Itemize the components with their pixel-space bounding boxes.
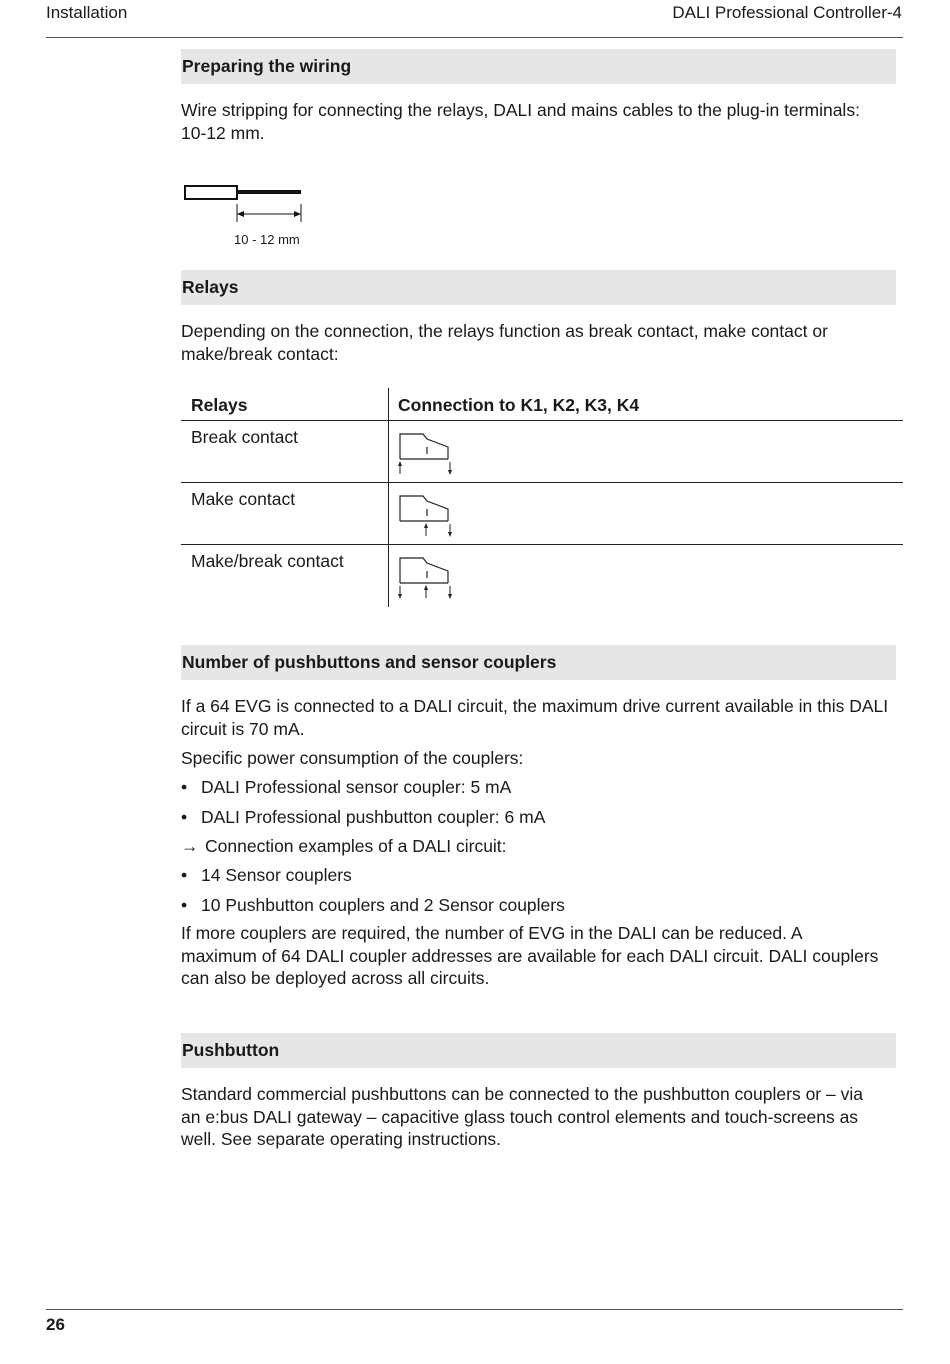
make-contact-symbol xyxy=(398,492,456,538)
bullet-icon: • xyxy=(181,895,188,915)
wire-dimension-label: 10 - 12 mm xyxy=(234,232,300,247)
bullet-icon: • xyxy=(181,865,188,885)
running-header-product: DALI Professional Controller-4 xyxy=(672,3,902,22)
dim-arrow-left xyxy=(237,211,244,217)
footer-rule xyxy=(46,1309,903,1310)
wiring-text: Wire stripping for connecting the relays, DALI and mains cables to the plug-in terminals: 10-12 mm. xyxy=(181,100,860,143)
table-rule xyxy=(181,482,903,483)
bullet-icon: • xyxy=(181,807,188,827)
wire-insulation xyxy=(185,186,237,199)
list-item: • DALI Professional pushbutton coupler: 6 mA xyxy=(181,807,546,827)
table-rule xyxy=(181,420,903,421)
table-header-relays: Relays xyxy=(191,395,248,415)
table-rule xyxy=(181,544,903,545)
relay-table xyxy=(181,388,903,607)
make-break-contact-symbol xyxy=(398,554,456,600)
section-heading-pushbuttons-couplers: Number of pushbuttons and sensor couplers xyxy=(181,645,896,680)
break-contact-symbol xyxy=(398,430,456,476)
list-item: • 10 Pushbutton couplers and 2 Sensor couplers xyxy=(181,895,565,915)
section-heading-pushbutton: Pushbutton xyxy=(181,1033,896,1068)
couplers-paragraph-2: Specific power consumption of the couplers: xyxy=(181,748,524,768)
table-cell-make-break-contact: Make/break contact xyxy=(191,551,344,571)
relays-text: Depending on the connection, the relays function as break contact, make contact or make/break contact: xyxy=(181,321,828,364)
running-header-section: Installation xyxy=(46,3,128,22)
couplers-paragraph-3: If more couplers are required, the number of EVG in the DALI can be reduced. A maximum of 64 DALI coupler addresses are available for each DALI circuit. DALI couplers can also be deployed across all circuits. xyxy=(181,923,879,988)
section-heading-wiring: Preparing the wiring xyxy=(181,49,896,84)
bullet-icon: • xyxy=(181,777,188,797)
table-cell-make-contact: Make contact xyxy=(191,489,296,509)
examples-intro: → Connection examples of a DALI circuit: xyxy=(181,836,507,856)
dim-arrow-right xyxy=(294,211,301,217)
arrow-right-icon: → xyxy=(181,836,199,856)
couplers-paragraph-1: If a 64 EVG is connected to a DALI circuit, the maximum drive current available in this DALI circuit is 70 mA. xyxy=(181,696,889,739)
table-header-connection: Connection to K1, K2, K3, K4 xyxy=(398,395,640,415)
list-item: • DALI Professional sensor coupler: 5 mA xyxy=(181,777,512,797)
table-cell-break-contact: Break contact xyxy=(191,427,298,447)
pushbutton-text: Standard commercial pushbuttons can be connected to the pushbutton couplers or – via an e:bus DALI gateway – capacitive glass touch control elements and touch-screens as well. See separate operating instructions. xyxy=(181,1084,863,1149)
section-heading-relays: Relays xyxy=(181,270,896,305)
page-number: 26 xyxy=(46,1315,65,1334)
header-rule xyxy=(46,37,903,38)
list-item: • 14 Sensor couplers xyxy=(181,865,352,885)
